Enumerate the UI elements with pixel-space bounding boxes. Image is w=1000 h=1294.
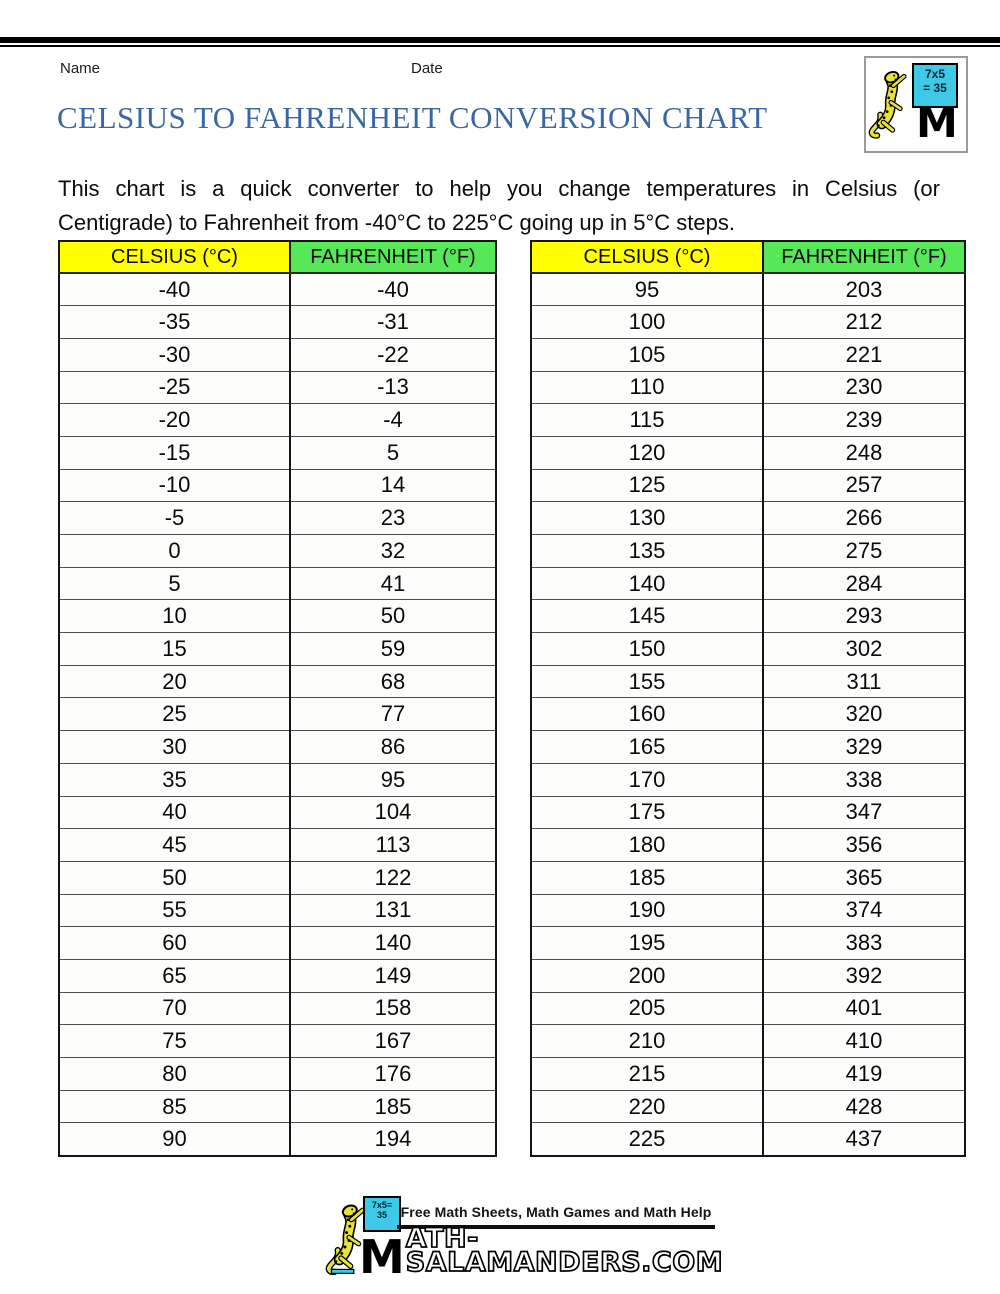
fahrenheit-value: 338 [763,763,965,796]
fahrenheit-value: 419 [763,1058,965,1091]
math-salamanders-badge [864,56,968,153]
date-label: Date [411,60,443,77]
celsius-value: 90 [59,1123,290,1156]
celsius-value: 45 [59,829,290,862]
fahrenheit-value: 113 [290,829,496,862]
table-row [531,698,965,731]
celsius-value: -35 [59,306,290,339]
table-row [531,665,965,698]
table-row [531,633,965,666]
celsius-value: 15 [59,633,290,666]
table-row [531,829,965,862]
celsius-value: 25 [59,698,290,731]
fahrenheit-value: 347 [763,796,965,829]
table-row [531,1090,965,1123]
board-line2: = 35 [923,80,947,95]
table-row [59,829,496,862]
celsius-value: 210 [531,1025,763,1058]
celsius-header: CELSIUS (°C) [59,241,290,273]
celsius-value: 110 [531,371,763,404]
fahrenheit-value: 176 [290,1058,496,1091]
table-row [59,992,496,1025]
celsius-value: 150 [531,633,763,666]
table-row [531,469,965,502]
celsius-value: 155 [531,665,763,698]
celsius-value: 80 [59,1058,290,1091]
fahrenheit-value: 50 [290,600,496,633]
board-line1: 7x5 [924,67,946,81]
celsius-value: 95 [531,273,763,306]
conversion-table-1 [58,240,497,1157]
table-row [531,600,965,633]
fahrenheit-value: 185 [290,1090,496,1123]
table-row [59,502,496,535]
board-line1: 7x5= [371,1200,393,1210]
celsius-value: 20 [59,665,290,698]
m-logo-letter: M [916,98,958,147]
fahrenheit-value: 356 [763,829,965,862]
celsius-value: -25 [59,371,290,404]
header-row [531,241,965,273]
celsius-value: -15 [59,436,290,469]
table-row [59,1025,496,1058]
table-row [531,894,965,927]
celsius-value: 60 [59,927,290,960]
fahrenheit-value: 428 [763,1090,965,1123]
fahrenheit-value: 248 [763,436,965,469]
fahrenheit-value: 329 [763,731,965,764]
celsius-value: 140 [531,567,763,600]
fahrenheit-value: -40 [290,273,496,306]
fahrenheit-header: FAHRENHEIT (°F) [763,241,965,273]
table-row [59,633,496,666]
fahrenheit-value: 401 [763,992,965,1025]
table-row [59,959,496,992]
celsius-value: 55 [59,894,290,927]
fahrenheit-value: 86 [290,731,496,764]
celsius-value: 10 [59,600,290,633]
fahrenheit-value: 167 [290,1025,496,1058]
table-row [531,731,965,764]
fahrenheit-value: -22 [290,338,496,371]
salamander-icon [868,66,914,142]
celsius-value: 185 [531,861,763,894]
fahrenheit-value: 293 [763,600,965,633]
table-row [59,1058,496,1091]
fahrenheit-value: 149 [290,959,496,992]
wordmark-text: ATH-SALAMANDERS.COM [405,1223,724,1279]
table-row [531,502,965,535]
table-row [59,535,496,568]
celsius-value: 35 [59,763,290,796]
fahrenheit-value: 59 [290,633,496,666]
table-row [59,436,496,469]
wordmark-initial: M [359,1229,405,1284]
table-row [531,404,965,437]
celsius-value: 85 [59,1090,290,1123]
table-row [531,1025,965,1058]
celsius-value: -30 [59,338,290,371]
table-row [531,927,965,960]
table-row [59,567,496,600]
celsius-value: 125 [531,469,763,502]
table-row [531,535,965,568]
celsius-value: 5 [59,567,290,600]
celsius-value: 30 [59,731,290,764]
table-row [59,698,496,731]
table-row [531,861,965,894]
fahrenheit-value: 32 [290,535,496,568]
fahrenheit-value: 203 [763,273,965,306]
table-row [531,959,965,992]
table-row [531,338,965,371]
fahrenheit-value: 23 [290,502,496,535]
fahrenheit-value: 14 [290,469,496,502]
fahrenheit-value: 122 [290,861,496,894]
celsius-value: 105 [531,338,763,371]
fahrenheit-value: 257 [763,469,965,502]
celsius-value: 180 [531,829,763,862]
table-row [59,1123,496,1156]
celsius-value: 70 [59,992,290,1025]
fahrenheit-value: 68 [290,665,496,698]
celsius-value: -40 [59,273,290,306]
fahrenheit-value: 284 [763,567,965,600]
footer-logo [325,1196,724,1284]
celsius-value: 0 [59,535,290,568]
fahrenheit-value: 410 [763,1025,965,1058]
table-row [531,763,965,796]
fahrenheit-value: 221 [763,338,965,371]
name-label: Name [60,60,101,77]
celsius-value: 100 [531,306,763,339]
fahrenheit-value: 383 [763,927,965,960]
celsius-value: 160 [531,698,763,731]
table-row [531,1058,965,1091]
footer-tagline: Free Math Sheets, Math Games and Math Help [400,1204,712,1220]
celsius-value: 190 [531,894,763,927]
table-row [59,338,496,371]
header-row [59,241,496,273]
table-row [59,731,496,764]
fahrenheit-value: 239 [763,404,965,437]
fahrenheit-value: 266 [763,502,965,535]
wordmark [359,1223,724,1284]
intro-line2: Centigrade) to Fahrenheit from -40°C to 225°C going up in 5°C steps. [58,210,735,235]
celsius-value: 135 [531,535,763,568]
table-row [531,992,965,1025]
celsius-value: 115 [531,404,763,437]
page-title: CELSIUS TO FAHRENHEIT CONVERSION CHART [57,100,768,135]
fahrenheit-value: 212 [763,306,965,339]
table-row [531,273,965,306]
table-row [59,600,496,633]
table-row [531,567,965,600]
celsius-value: 205 [531,992,763,1025]
celsius-value: 65 [59,959,290,992]
fahrenheit-value: 131 [290,894,496,927]
fahrenheit-header: FAHRENHEIT (°F) [290,241,496,273]
fahrenheit-value: 302 [763,633,965,666]
fahrenheit-value: 311 [763,665,965,698]
fahrenheit-value: -13 [290,371,496,404]
celsius-value: 220 [531,1090,763,1123]
celsius-value: 175 [531,796,763,829]
table-row [59,306,496,339]
table-row [59,894,496,927]
fahrenheit-value: 41 [290,567,496,600]
conversion-table-2 [530,240,966,1157]
table-row [59,665,496,698]
fahrenheit-value: 104 [290,796,496,829]
intro-text [58,172,940,240]
table-row [59,763,496,796]
fahrenheit-value: 275 [763,535,965,568]
table-row [531,306,965,339]
celsius-value: 130 [531,502,763,535]
celsius-value: 75 [59,1025,290,1058]
celsius-value: 165 [531,731,763,764]
table-row [531,436,965,469]
celsius-value: 225 [531,1123,763,1156]
celsius-value: 50 [59,861,290,894]
board-line2: 35 [376,1210,387,1221]
fahrenheit-value: 194 [290,1123,496,1156]
celsius-value: 40 [59,796,290,829]
fahrenheit-value: 374 [763,894,965,927]
fahrenheit-value: -4 [290,404,496,437]
table-row [531,1123,965,1156]
fahrenheit-value: 158 [290,992,496,1025]
table-row [59,273,496,306]
celsius-header: CELSIUS (°C) [531,241,763,273]
fahrenheit-value: 140 [290,927,496,960]
fahrenheit-value: 320 [763,698,965,731]
celsius-value: -20 [59,404,290,437]
fahrenheit-value: 365 [763,861,965,894]
table-row [59,796,496,829]
fahrenheit-value: 392 [763,959,965,992]
table-row [59,861,496,894]
celsius-value: -10 [59,469,290,502]
celsius-value: 170 [531,763,763,796]
table-row [531,796,965,829]
celsius-value: 215 [531,1058,763,1091]
fahrenheit-value: 77 [290,698,496,731]
fahrenheit-value: -31 [290,306,496,339]
top-double-rule [0,37,1000,47]
table-row [59,404,496,437]
table-row [531,371,965,404]
fahrenheit-value: 230 [763,371,965,404]
celsius-value: 120 [531,436,763,469]
table-row [59,1090,496,1123]
table-row [59,469,496,502]
table-row [59,927,496,960]
celsius-value: 145 [531,600,763,633]
fahrenheit-value: 5 [290,436,496,469]
celsius-value: -5 [59,502,290,535]
celsius-value: 200 [531,959,763,992]
celsius-value: 195 [531,927,763,960]
intro-line1: This chart is a quick converter to help you change temperatures in Celsius (or [58,176,940,201]
fahrenheit-value: 95 [290,763,496,796]
table-row [59,371,496,404]
fahrenheit-value: 437 [763,1123,965,1156]
